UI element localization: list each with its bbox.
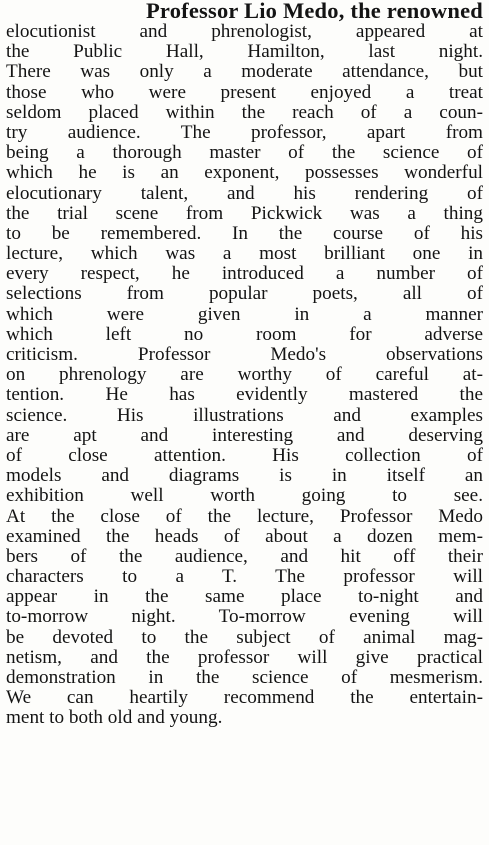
article-line: to-morrow night. To-morrow evening will xyxy=(6,607,483,628)
article-line: on phrenology are worthy of careful at- xyxy=(6,365,483,386)
article-line: netism, and the professor will give practical xyxy=(6,647,483,668)
article-line: which he is an exponent, possesses wonderful xyxy=(6,163,483,184)
article-line: characters to a T. The professor will xyxy=(6,567,483,588)
article-line: tention. He has evidently mastered the xyxy=(6,385,483,406)
article-line: We can heartily recommend the entertain- xyxy=(6,688,483,709)
article-line: every respect, he introduced a number of xyxy=(6,264,483,285)
article-line: which were given in a manner xyxy=(6,304,483,325)
article-line: seldom placed within the reach of a coun- xyxy=(6,102,483,123)
article-body xyxy=(6,22,483,729)
article-line: ment to both old and young. xyxy=(6,708,223,729)
article-line: of close attention. His collection of xyxy=(6,445,483,466)
article-line: being a thorough master of the science of xyxy=(6,143,483,164)
article-line: the Public Hall, Hamilton, last night. xyxy=(6,42,483,63)
article-line: examined the heads of about a dozen mem- xyxy=(6,526,483,547)
article-line: demonstration in the science of mesmerism. xyxy=(6,668,483,688)
article-line: to be remembered. In the course of his xyxy=(6,223,483,244)
article-line: elocutionary talent, and his rendering of xyxy=(6,183,483,204)
article-line: models and diagrams is in itself an xyxy=(6,466,483,487)
article-line: which left no room for adverse xyxy=(6,324,483,345)
article-line: bers of the audience, and hit off their xyxy=(6,546,483,567)
article-line: be devoted to the subject of animal mag- xyxy=(6,627,483,648)
article-line: the trial scene from Pickwick was a thing xyxy=(6,203,483,224)
article-line: selections from popular poets, all of xyxy=(6,284,483,305)
article-line: appear in the same place to-night and xyxy=(6,587,483,608)
article-line: At the close of the lecture, Professor Medo xyxy=(6,506,483,527)
article-line: science. His illustrations and examples xyxy=(6,405,483,426)
article-line: try audience. The professor, apart from xyxy=(6,122,483,143)
article-line: are apt and interesting and deserving xyxy=(6,425,483,446)
article-line: There was only a moderate attendance, but xyxy=(6,62,483,83)
article-line: those who were present enjoyed a treat xyxy=(6,82,483,103)
article-headline: Professor Lio Medo, the renowned xyxy=(145,0,483,23)
article-line: lecture, which was a most brilliant one in xyxy=(6,244,483,265)
article-line: elocutionist and phrenologist, appeared at xyxy=(6,22,483,42)
article-line: criticism. Professor Medo's observations xyxy=(6,345,483,365)
article-line: exhibition well worth going to see. xyxy=(6,486,483,507)
